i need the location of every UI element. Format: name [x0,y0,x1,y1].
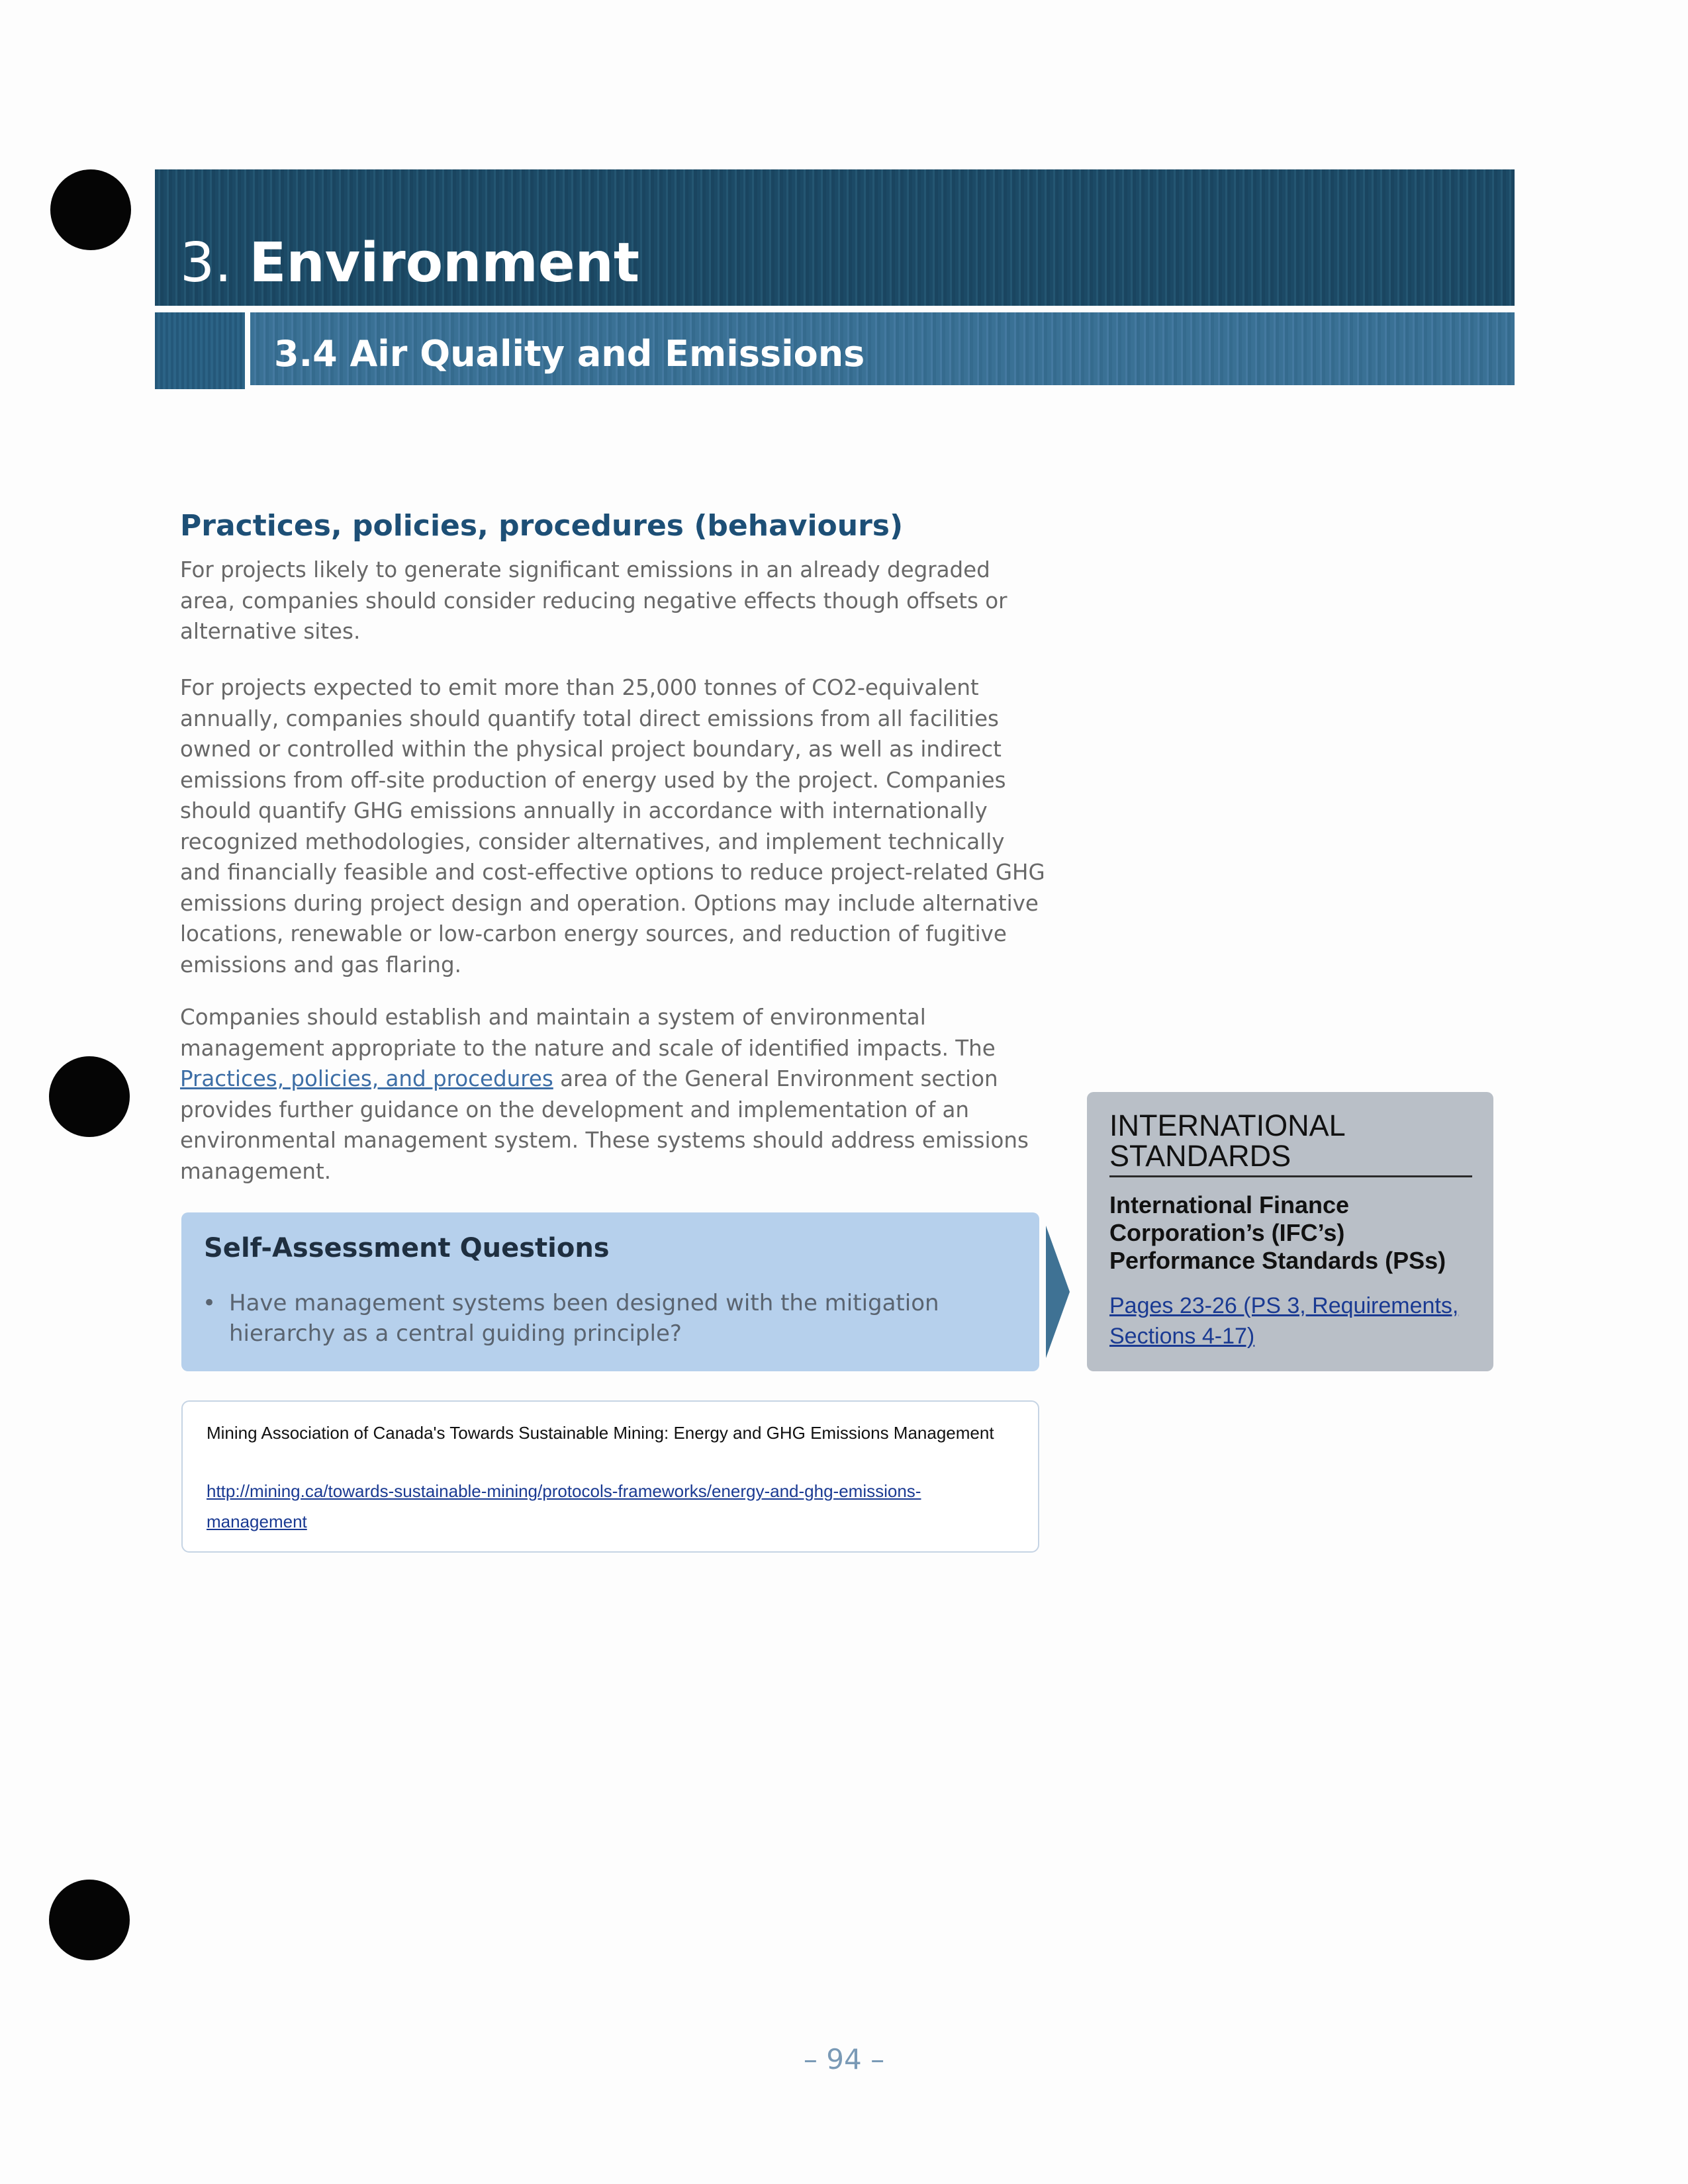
ifc-pages-link[interactable]: Pages 23-26 (PS 3, Requirements, Sections 4-17) [1109,1293,1459,1349]
paragraph-ghg-quantification: For projects expected to emit more than 25,000 tonnes of CO2-equivalent annually, companies should quantify total direct emissions from all facilities owned or controlled within the physical project boundary, as well as indirect emissions from off-site production of energy used by the project. Companies should quantify GHG emissions annually in accordance with internationally recognized methodologies, consider alternatives, and implement technically and financially feasible and cost-effective options to reduce project-related GHG emissions during project design and operation. Options may include alternative locations, renewable or low-carbon energy sources, and reduction of fugitive emissions and gas flaring. [180,675,1045,978]
punch-hole-bottom [49,1880,130,1960]
punch-hole-middle [49,1056,130,1137]
chapter-title [180,230,639,296]
paragraph-offsets: For projects likely to generate significant emissions in an already degraded area, companies should consider reducing negative effects though offsets or alternative sites. [180,557,1008,644]
divider [1109,1175,1472,1177]
chapter-number: 3. [180,232,232,295]
international-standards-title: INTERNATIONAL STANDARDS [1109,1109,1345,1173]
reference-url-link[interactable]: http://mining.ca/towards-sustainable-mining/protocols-frameworks/energy-and-ghg-emissions-management [207,1481,921,1531]
paragraph-text-end: area of the General Environment section provides further guidance on the development and implementation of an environmental management system. These systems should address emissions management. [180,1066,1029,1184]
punch-hole-top [50,169,131,250]
self-assessment-question: Have management systems been designed with the mitigation hierarchy as a central guiding principle? [229,1290,939,1347]
page-number: – 94 – [803,2043,885,2075]
section-heading: Practices, policies, procedures (behaviours) [180,509,904,543]
international-standards-subtitle: International Finance Corporation’s (IFC’s) Performance Standards (PSs) [1109,1191,1446,1274]
section-banner-tab [155,312,245,389]
bullet-icon: • [203,1290,216,1316]
practices-policies-link[interactable]: Practices, policies, and procedures [180,1066,553,1091]
self-assessment-title: Self-Assessment Questions [204,1233,610,1263]
section-title: 3.4 Air Quality and Emissions [274,333,865,375]
callout-arrow-icon [1046,1226,1070,1358]
reference-title: Mining Association of Canada's Towards Sustainable Mining: Energy and GHG Emissions Management [207,1423,994,1443]
chapter-title-text: Environment [249,232,640,295]
paragraph-management-system [180,1002,1049,1187]
paragraph-text-start: Companies should establish and maintain a system of environmental management appropriate to the nature and scale of identified impacts. The [180,1005,996,1061]
